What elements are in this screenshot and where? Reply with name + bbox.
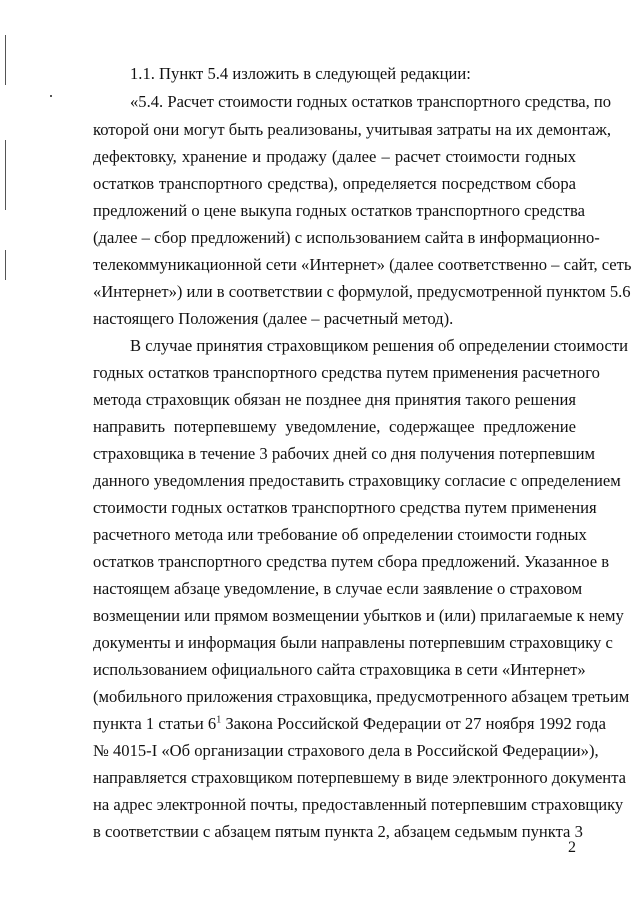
text-line: «5.4. Расчет стоимости годных остатков транспортного средства, по [130, 92, 612, 111]
text-line: в соответствии с абзацем пятым пункта 2, абзацем седьмым пункта 3 [93, 822, 583, 841]
text-line: настоящем абзаце уведомление, в случае если заявление о страховом [93, 579, 583, 598]
text-line: направить потерпевшему уведомление, содержащее предложение [93, 417, 576, 436]
text-line: предложений о цене выкупа годных остатков транспортного средства [93, 201, 585, 220]
text-line: № 4015-I «Об организации страхового дела в Российской Федерации»), [93, 741, 599, 760]
text-line: остатков транспортного средства путем сбора предложений. Указанное в [93, 552, 610, 571]
text-segment: Закона Российской Федерации от 27 ноября 1992 года [221, 714, 606, 733]
text-line: использованием официального сайта страховщика в сети «Интернет» [93, 660, 586, 679]
text-line [93, 710, 606, 737]
margin-mark [5, 140, 6, 210]
margin-mark [5, 35, 6, 85]
text-line: страховщика в течение 3 рабочих дней со дня получения потерпевшим [93, 444, 596, 463]
text-line: на адрес электронной почты, предоставленный потерпевшим страховщику [93, 795, 624, 814]
page-number: 2 [568, 839, 576, 856]
text-line: стоимости годных остатков транспортного средства путем применения [93, 498, 597, 517]
text-line: (далее – сбор предложений) с использованием сайта в информационно- [93, 228, 600, 247]
text-line: годных остатков транспортного средства путем применения расчетного [93, 363, 600, 382]
text-line: (мобильного приложения страховщика, предусмотренного абзацем третьим [93, 687, 630, 706]
text-segment: пункта 1 статьи 6 [93, 714, 217, 733]
text-line: расчетного метода или требование об определении стоимости годных [93, 525, 587, 544]
margin-mark [5, 250, 6, 280]
text-line: метода страховщик обязан не позднее дня принятия такого решения [93, 390, 576, 409]
text-line: 1.1. Пункт 5.4 изложить в следующей редакции: [130, 64, 471, 83]
superscript: 1 [216, 714, 222, 726]
text-line: возмещении или прямом возмещении убытков и (или) прилагаемые к нему [93, 606, 624, 625]
text-line: настоящего Положения (далее – расчетный метод). [93, 309, 454, 328]
text-line: телекоммуникационной сети «Интернет» (далее соответственно – сайт, сеть [93, 255, 632, 274]
margin-mark [50, 95, 52, 97]
text-line: направляется страховщиком потерпевшему в виде электронного документа [93, 768, 627, 787]
text-line: остатков транспортного средства), определяется посредством сбора [93, 174, 576, 193]
text-line: дефектовку, хранение и продажу (далее – расчет стоимости годных [93, 147, 576, 166]
text-line: которой они могут быть реализованы, учитывая затраты на их демонтаж, [93, 120, 611, 139]
text-line: В случае принятия страховщиком решения об определении стоимости [130, 336, 629, 355]
text-line: «Интернет») или в соответствии с формулой, предусмотренной пунктом 5.6 [93, 282, 631, 301]
text-line: документы и информация были направлены потерпевшим страховщику с [93, 633, 613, 652]
text-line: данного уведомления предоставить страховщику согласие с определением [93, 471, 621, 490]
